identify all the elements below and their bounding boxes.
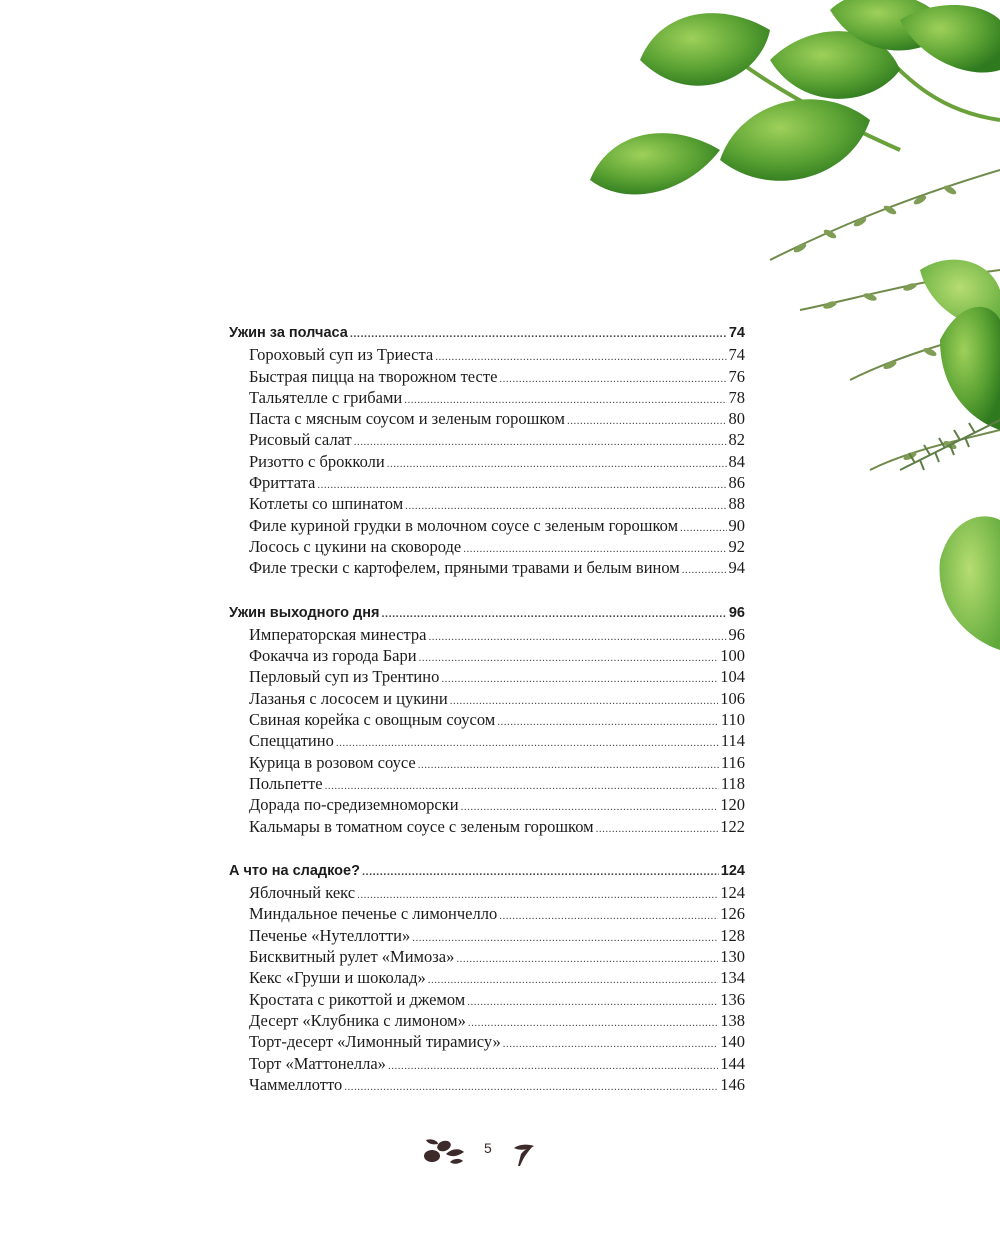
dot-leader <box>412 928 718 949</box>
toc-entry <box>229 536 745 557</box>
entry-page: 136 <box>720 989 745 1009</box>
toc-entry <box>229 730 745 751</box>
toc-entry <box>229 429 745 450</box>
entry-title: Польпетте <box>249 773 323 793</box>
entry-title: Котлеты со шпинатом <box>249 494 404 514</box>
entry-page: 144 <box>720 1053 745 1073</box>
dot-leader <box>428 627 726 648</box>
dot-leader <box>418 755 719 776</box>
entry-title: Рисовый салат <box>249 430 352 450</box>
toc-entry <box>229 1031 745 1052</box>
entry-title: Лосось с цукини на сковороде <box>249 536 462 556</box>
entry-title: Бисквитный рулет «Мимоза» <box>249 947 455 967</box>
entry-title: Кростата с рикоттой и джемом <box>249 989 466 1009</box>
dot-leader <box>419 648 719 669</box>
toc-section-heading <box>229 323 745 344</box>
toc-entry <box>229 451 745 472</box>
entry-page: 134 <box>720 968 745 988</box>
toc-section-heading <box>229 603 745 624</box>
toc-entry <box>229 794 745 815</box>
entry-page: 74 <box>728 345 745 365</box>
toc-entry <box>229 1074 745 1095</box>
entry-page: 128 <box>720 925 745 945</box>
section-title: Ужин выходного дня <box>229 604 380 621</box>
dot-leader <box>680 518 726 539</box>
entry-title: Фокачча из города Бари <box>249 646 417 666</box>
entry-page: 124 <box>720 883 745 903</box>
entry-title: Императорская минестра <box>249 624 427 644</box>
entry-title: Печенье «Нутеллотти» <box>249 925 411 945</box>
toc-entry <box>229 925 745 946</box>
entry-title: Курица в розовом соусе <box>249 752 416 772</box>
leaf-mark-icon <box>512 1142 534 1166</box>
entry-page: 76 <box>728 366 745 386</box>
dot-leader <box>467 992 718 1013</box>
entry-page: 130 <box>720 947 745 967</box>
toc-entry <box>229 666 745 687</box>
toc-entry <box>229 557 745 578</box>
dot-leader <box>497 712 719 733</box>
entry-page: 110 <box>720 710 745 730</box>
entry-page: 92 <box>728 536 745 556</box>
toc-section <box>229 323 745 579</box>
toc-entry <box>229 688 745 709</box>
toc-entry <box>229 624 745 645</box>
dot-leader <box>499 369 726 390</box>
entry-title: Торт-десерт «Лимонный тирамису» <box>249 1032 501 1052</box>
entry-title: Торт «Маттонелла» <box>249 1053 386 1073</box>
toc-entry <box>229 1010 745 1031</box>
toc-entry <box>229 903 745 924</box>
dot-leader <box>503 1034 719 1055</box>
entry-page: 120 <box>720 795 745 815</box>
dot-leader <box>682 560 727 581</box>
entry-page: 138 <box>720 1010 745 1030</box>
entry-page: 140 <box>720 1032 745 1052</box>
entry-title: Лазанья с лососем и цукини <box>249 688 448 708</box>
table-of-contents <box>229 323 745 1119</box>
olive-branch-icon <box>420 1136 464 1166</box>
dot-leader <box>567 411 727 432</box>
entry-title: Десерт «Клубника с лимоном» <box>249 1010 466 1030</box>
dot-leader <box>381 604 726 625</box>
entry-title: Тальятелле с грибами <box>249 387 403 407</box>
entry-title: Гороховый суп из Триеста <box>249 345 434 365</box>
entry-page: 122 <box>720 816 745 836</box>
page-footer <box>420 1136 540 1166</box>
entry-page: 84 <box>728 451 745 471</box>
entry-title: Чаммеллотто <box>249 1074 343 1094</box>
dot-leader <box>388 1056 718 1077</box>
entry-page: 80 <box>728 409 745 429</box>
entry-page: 114 <box>720 731 745 751</box>
section-title: А что на сладкое? <box>229 862 360 879</box>
entry-page: 90 <box>728 515 745 535</box>
dot-leader <box>362 862 719 883</box>
entry-title: Кальмары в томатном соусе с зеленым горошком <box>249 816 594 836</box>
entry-title: Филе трески с картофелем, пряными травами и белым вином <box>249 558 680 578</box>
entry-page: 96 <box>728 624 745 644</box>
toc-entry <box>229 752 745 773</box>
entry-page: 146 <box>720 1074 745 1094</box>
entry-title: Филе куриной грудки в молочном соусе с зеленым горошком <box>249 515 679 535</box>
toc-entry <box>229 989 745 1010</box>
toc-entry <box>229 946 745 967</box>
section-page: 74 <box>728 325 745 341</box>
entry-title: Фриттата <box>249 473 316 493</box>
page-number: 5 <box>484 1140 492 1156</box>
entry-title: Ризотто с брокколи <box>249 451 385 471</box>
entry-title: Паста с мясным соусом и зеленым горошком <box>249 409 565 429</box>
dot-leader <box>387 454 727 475</box>
toc-entry <box>229 882 745 903</box>
entry-page: 78 <box>728 387 745 407</box>
toc-entry <box>229 493 745 514</box>
toc-entry <box>229 645 745 666</box>
entry-page: 94 <box>728 558 745 578</box>
entry-title: Дорада по-средиземноморски <box>249 795 459 815</box>
toc-section <box>229 603 745 837</box>
entry-title: Спеццатино <box>249 731 334 751</box>
entry-page: 86 <box>728 473 745 493</box>
dot-leader <box>354 432 727 453</box>
entry-title: Быстрая пицца на творожном тесте <box>249 366 498 386</box>
dot-leader <box>596 819 719 840</box>
entry-page: 116 <box>720 752 745 772</box>
section-title: Ужин за полчаса <box>229 325 348 341</box>
entry-title: Миндальное печенье с лимончелло <box>249 904 498 924</box>
dot-leader <box>468 1013 718 1034</box>
entry-page: 126 <box>720 904 745 924</box>
toc-entry <box>229 387 745 408</box>
toc-entry <box>229 366 745 387</box>
entry-page: 106 <box>720 688 745 708</box>
toc-section <box>229 861 745 1095</box>
entry-title: Перловый суп из Трентино <box>249 667 440 687</box>
entry-page: 100 <box>720 646 745 666</box>
entry-page: 118 <box>720 773 745 793</box>
section-page: 124 <box>720 862 745 879</box>
toc-section-heading <box>229 861 745 882</box>
toc-entry <box>229 408 745 429</box>
toc-entry <box>229 773 745 794</box>
toc-entry <box>229 344 745 365</box>
entry-title: Яблочный кекс <box>249 883 356 903</box>
entry-title: Кекс «Груши и шоколад» <box>249 968 426 988</box>
section-page: 96 <box>728 604 745 621</box>
dot-leader <box>456 949 718 970</box>
entry-page: 88 <box>728 494 745 514</box>
entry-page: 104 <box>720 667 745 687</box>
dot-leader <box>350 324 727 345</box>
toc-entry <box>229 515 745 536</box>
dot-leader <box>428 970 718 991</box>
entry-page: 82 <box>728 430 745 450</box>
toc-entry <box>229 709 745 730</box>
toc-entry <box>229 967 745 988</box>
entry-title: Свиная корейка с овощным соусом <box>249 710 496 730</box>
dot-leader <box>499 906 718 927</box>
dot-leader <box>441 669 718 690</box>
toc-entry <box>229 1053 745 1074</box>
toc-entry <box>229 472 745 493</box>
dot-leader <box>344 1077 718 1098</box>
toc-entry <box>229 816 745 837</box>
